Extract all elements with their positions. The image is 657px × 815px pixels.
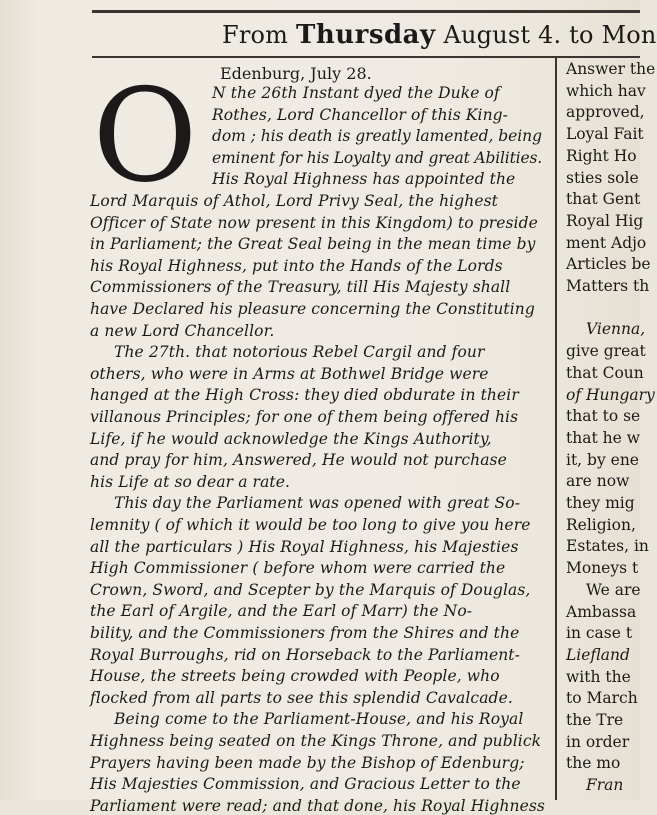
article-line: Parliament were read; and that done, his Royal Highness: [90, 796, 545, 815]
article-line: The 27th. that notorious Rebel Cargil and four: [114, 343, 485, 362]
article-line: Royal Burroughs, rid on Horseback to the Parliament-: [90, 645, 520, 664]
right-column: [562, 56, 656, 800]
right-column-line: the mo: [566, 754, 621, 773]
right-column-line: of Hungary: [566, 385, 655, 404]
article-line: bility, and the Commissioners from the Shires and the: [90, 624, 520, 642]
masthead-dates: August 4. to Mon: [443, 21, 657, 49]
article-line: Highness being seated on the Kings Throne, and publick: [90, 732, 542, 750]
article-line: High Commissioner ( before whom were carried the: [90, 559, 506, 578]
article-line: Commissioners of the Treasury, till His Majesty shall: [90, 278, 511, 297]
right-column-line: Ambassa: [566, 602, 637, 621]
right-column-line: Matters th: [566, 277, 650, 295]
right-column-line: Right Ho: [566, 146, 637, 165]
article-line: His Majesties Commission, and Gracious Letter to the: [90, 775, 521, 794]
right-column-line: sties sole: [566, 168, 639, 187]
article-line: Crown, Sword, and Scepter by the Marquis of Douglas,: [90, 580, 531, 599]
right-column-line: that Gent: [566, 190, 641, 209]
masthead: [222, 20, 657, 50]
article-line: hanged at the High Cross: they died obdurate in their: [90, 386, 519, 405]
right-column-line: with the: [566, 667, 631, 686]
column-divider: [555, 56, 557, 800]
article-line: Prayers having been made by the Bishop of Edenburg;: [90, 753, 525, 772]
right-column-line: the Tre: [566, 711, 624, 729]
article-line: his Life at so dear a rate.: [90, 472, 291, 491]
article-line: Being come to the Parliament-House, and his Royal: [114, 710, 524, 729]
right-column-line: which hav: [566, 81, 646, 100]
article-line: others, who were in Arms at Bothwel Bridge were: [90, 364, 489, 383]
masthead-prefix: From: [222, 21, 289, 49]
right-column-line: it, by ene: [566, 450, 639, 469]
right-column-line: ment Adjo: [566, 233, 647, 252]
article-line: the Earl of Argile, and the Earl of Marr) the No-: [90, 602, 473, 621]
right-column-line: that he w: [566, 428, 640, 447]
right-column-line: that to se: [566, 407, 641, 426]
header-rule: [92, 56, 640, 58]
right-column-line: in order: [566, 732, 630, 751]
dateline: Edenburg, July 28.: [220, 64, 372, 83]
article-line: His Royal Highness has appointed the: [212, 170, 516, 189]
article-line: This day the Parliament was opened with great So-: [114, 494, 521, 513]
article-line: Lord Marquis of Athol, Lord Privy Seal, the highest: [90, 192, 498, 210]
right-column-line: approved,: [566, 103, 645, 122]
right-column-line: Answer the: [566, 60, 656, 78]
article-line: dom ; his death is greatly lamented, being: [212, 127, 542, 146]
article-line: all the particulars ) His Royal Highness, his Majesties: [90, 537, 519, 556]
article-line: in Parliament; the Great Seal being in the mean time by: [90, 235, 536, 254]
article-line: lemnity ( of which it would be too long to give you here: [90, 516, 531, 534]
top-rule: [92, 10, 640, 13]
article-line: Officer of State now present in this Kingdom) to preside: [90, 213, 538, 232]
article-line: N the 26th Instant dyed the Duke of: [212, 84, 500, 102]
right-column-line: Fran: [586, 776, 624, 795]
right-column-line: Estates, in: [566, 537, 649, 556]
right-column-line: Liefland: [566, 645, 630, 664]
right-column-line: give great: [566, 342, 646, 361]
article-line: Rothes, Lord Chancellor of this King-: [212, 105, 509, 124]
right-column-line: to March: [566, 689, 638, 708]
right-column-line: Loyal Fait: [566, 125, 644, 144]
right-column-line: that Coun: [566, 363, 644, 382]
right-column-line: Religion,: [566, 515, 636, 534]
article-line: have Declared his pleasure concerning the Constituting: [90, 300, 535, 318]
article-line: flocked from all parts to see this splendid Cavalcade.: [90, 688, 513, 707]
right-column-line: they mig: [566, 494, 635, 512]
right-column-line: in case t: [566, 624, 633, 643]
article-line: eminent for his Loyalty and great Abilities.: [212, 148, 543, 167]
right-column-line: Vienna,: [586, 320, 646, 339]
article-line: a new Lord Chancellor.: [90, 321, 275, 340]
article-line: his Royal Highness, put into the Hands of the Lords: [90, 256, 503, 275]
right-column-line: We are: [586, 580, 641, 599]
right-column-line: Moneys t: [566, 559, 639, 578]
article-line: and pray for him, Answered, He would not purchase: [90, 451, 507, 470]
article-line: villanous Principles; for one of them being offered his: [90, 408, 519, 426]
right-column-line: Royal Hig: [566, 211, 644, 230]
drop-cap: O: [92, 62, 198, 211]
right-column-line: Articles be: [566, 255, 651, 274]
right-column-line: are now: [566, 472, 630, 491]
article-line: Life, if he would acknowledge the Kings Authority,: [90, 429, 492, 448]
article-line: House, the streets being crowded with People, who: [90, 667, 500, 686]
masthead-day: Thursday: [295, 20, 436, 50]
